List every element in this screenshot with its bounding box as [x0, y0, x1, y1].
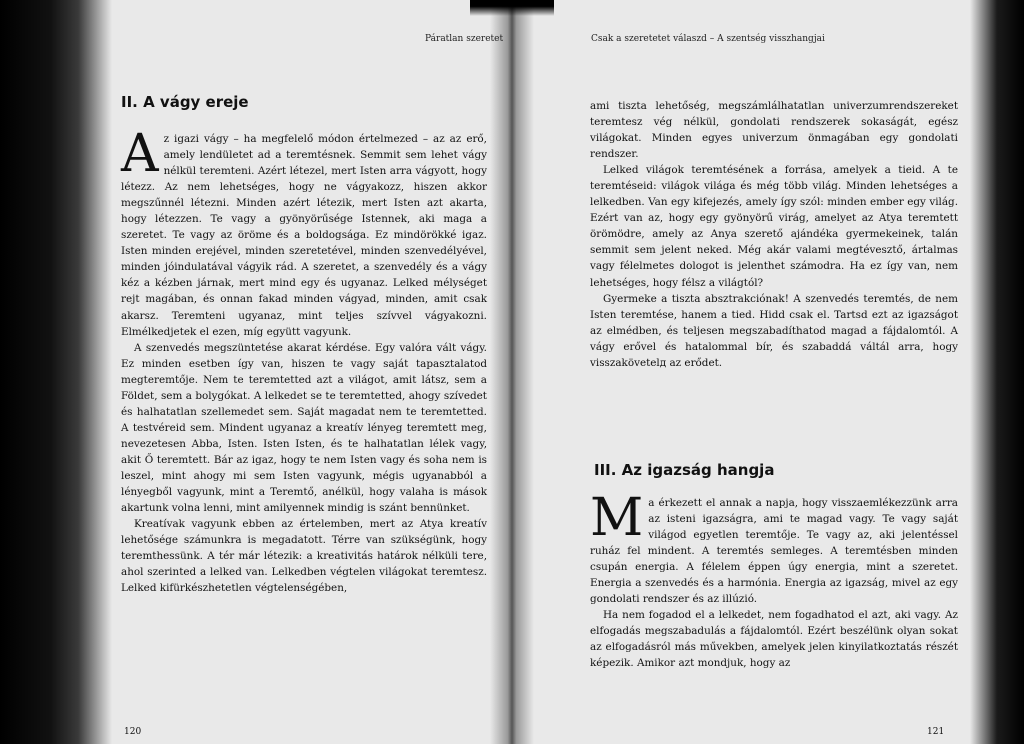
- running-head-right: Csak a szeretetet válaszd – A szentség visszhangjai: [591, 34, 825, 44]
- body-text-left: [121, 124, 487, 596]
- section-title-2: II. A vágy ereje: [121, 93, 249, 111]
- section-title-3: III. Az igazság hangja: [594, 461, 775, 479]
- page-edge-shadow: [0, 0, 112, 744]
- paragraph: Lelked világok teremtésének a forrása, amelyek a tieid. A te teremtéseid: világok világa és még több világ. Minden lehetséges a lelkedben. Van egy kifejezés, amely így szól: minden ember egy világ. Ezért van az, hogy egy gyönyörű virág, amelyet az Atya teremtett örömödre, amely az Anya szerető ajándéka gyermekeinek, talán semmit sem jelent neked. Még akár valami megtévesztő, ártalmas vagy félelmetes dologot is jelenthet számodra. Ha ez így van, nem lehetséges, hogy félsz a világtól?: [590, 164, 958, 289]
- paragraph: Ma érkezett el annak a napja, hogy visszaemlékezzünk arra az isteni igazságra, ami te magad vagy. Te vagy saját világod egyetlen teremtője. Te vagy az, aki jelentéssel ruház fel mindent. A teremtés semleges. A teremtésben minden csupán energia. A félelem éppen úgy energia, mint a szeretet. Energia a szenvedés és a harmónia. Energia az igazság, mivel az egy gondolati rendszer és az illúzió.: [590, 488, 958, 606]
- paragraph: Kreatívak vagyunk ebben az értelemben, mert az Atya kreatív lehetősége számunkra is megadatott. Térre van szükségünk, hogy teremthessünk. A tér már létezik: a kreativitás határok nélküli tere, ahol szerinted a lelked van. Lelkedben végtelen világokat teremtesz. Lelked kifürkészhetetlen végtelenségében,: [121, 518, 487, 595]
- paragraph: A szenvedés megszüntetése akarat kérdése. Egy valóra vált vágy. Ez minden esetben így van, hiszen te vagy saját tapasztalatod megteremtője. Nem te teremtetted azt a világot, amit látsz, sem a Földet, sem a bolygókat. A lelkedet se te teremtetted, ahogy szívedet és halhatatlan szellemedet sem. Saját magadat nem te teremtetted. A testvéreid sem. Mindent ugyanaz a kreatív lényeg teremtett meg, nevezetesen Abba, Isten. Isten Isten, és te halhatatlan lélek vagy, akit Ő teremtett. Bár az igaz, hogy te nem Isten vagy és soha nem is leszel, mint ahogy mi sem Isten vagyunk, mégis ugyanabból a lényegből vagyunk, mint a Teremtő, anélkül, hogy valaha is mások akartunk volna lenni, mint amilyennek mindig is szánt bennünket.: [121, 341, 487, 515]
- gutter-shadow: [512, 0, 534, 744]
- drop-cap: M: [590, 488, 644, 548]
- right-page: [512, 0, 1024, 744]
- paragraph: ami tiszta lehetőség, megszámlálhatatlan univerzumrendszereket teremtesz vég nélkül, gondolati rendszerek sokaságát, egész világokat. Minden egyes univerzum önmagában egy gondolati rendszer.: [590, 100, 958, 161]
- drop-cap: A: [121, 124, 159, 184]
- page-edge-shadow: [970, 0, 1024, 744]
- paragraph: Az igazi vágy – ha megfelelő módon értelmezed – az az erő, amely lendületet ad a teremtésnek. Semmit sem lehet vágy nélkül teremteni. Azért létezel, mert Isten arra vágyott, hogy létezz. Az nem lehetséges, hogy ne vágyakozz, hiszen akkor megszűnnél létezni. Minden azért létezik, mert Isten azt akarta, hogy létezzen. Te vagy a gyönyörűsége Istennek, aki maga a szeretet. Te vagy az öröme és a boldogsága. Ez mindörökké igaz. Isten minden erejével, minden szeretetével, minden szenvedélyével, minden jóindulatával vágyik rád. A szeretet, a szenvedély és a vágy kéz a kézben járnak, mert mind egy és ugyanaz. Lelked mélységet rejt magában, és onnan fakad minden vágyad, minden, amit csak akarsz. Teremteni ugyanaz, mint teljes szívvel vágyakozni. Elmélkedjetek el ezen, míg együtt vagyunk.: [121, 124, 487, 338]
- page-number-left: 120: [124, 727, 142, 737]
- body-text-right-bottom: [590, 488, 958, 672]
- paragraph: Gyermeke a tiszta absztrakciónak! A szenvedés teremtés, de nem Isten teremtése, hanem a tied. Hidd csak el. Tartsd ezt az igazságot az elmédben, és teljesen megszabadíthatod magad a fájdalomtól. A vágy erővel és hatalommal bír, és szabaddá váltál arra, hogy visszakövetelд az erődet.: [590, 292, 958, 369]
- page-number-right: 121: [927, 727, 945, 737]
- body-text-right-top: [590, 98, 958, 371]
- gutter-shadow: [490, 0, 512, 744]
- paragraph: Ha nem fogadod el a lelkedet, nem fogadhatod el azt, aki vagy. Az elfogadás megszabadulás a fájdalomtól. Ezért beszélünk olyan sokat az elfogadásról más művekben, amelyek jelen kinyilatkoztatás részét képezik. Amikor azt mondjuk, hogy az: [590, 609, 958, 670]
- binding-shadow: [470, 0, 554, 16]
- running-head-left: Páratlan szeretet: [425, 34, 504, 44]
